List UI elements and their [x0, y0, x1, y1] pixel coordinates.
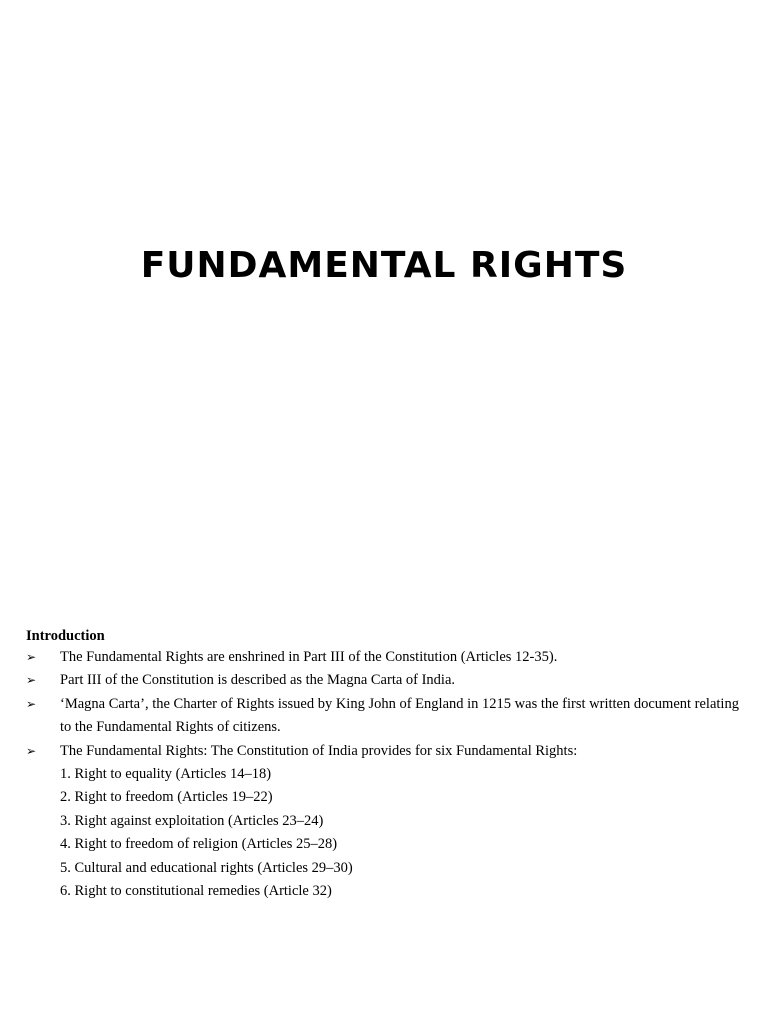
bullet-item [26, 693, 746, 740]
section-heading: Introduction [26, 628, 105, 644]
arrow-bullet-icon: ➢ [26, 650, 37, 664]
bullet-item [26, 669, 746, 692]
bullet-text: Part III of the Constitution is described as the Magna Carta of India. [60, 672, 456, 689]
right-item: 4. Right to freedom of religion (Articles 25–28) [60, 836, 338, 853]
arrow-bullet-icon: ➢ [26, 696, 37, 711]
right-item: 1. Right to equality (Articles 14–18) [60, 766, 272, 783]
bullet-item [26, 646, 746, 669]
right-item: 2. Right to freedom (Articles 19–22) [60, 789, 273, 806]
bullet-text: The Fundamental Rights are enshrined in Part III of the Constitution (Articles 12-35). [60, 649, 558, 665]
right-item: 5. Cultural and educational rights (Articles 29–30) [60, 859, 353, 876]
arrow-bullet-icon: ➢ [26, 743, 37, 758]
bullet-list [26, 646, 746, 763]
introduction-section [26, 626, 746, 903]
arrow-bullet-icon: ➢ [26, 673, 37, 688]
right-item: 3. Right against exploitation (Articles 23–24) [60, 812, 324, 829]
bullet-text: The Fundamental Rights: The Constitution of India provides for six Fundamental Rights: [60, 742, 578, 759]
bullet-text: ‘Magna Carta’, the Charter of Rights issued by King John of England in 1215 was the first written document relating to the Fundamental Rights of citizens. [60, 695, 739, 736]
right-item: 6. Right to constitutional remedies (Article 32) [60, 883, 332, 900]
page-title: FUNDAMENTAL RIGHTS [140, 245, 628, 286]
bullet-item [26, 740, 746, 763]
rights-list [26, 763, 746, 903]
